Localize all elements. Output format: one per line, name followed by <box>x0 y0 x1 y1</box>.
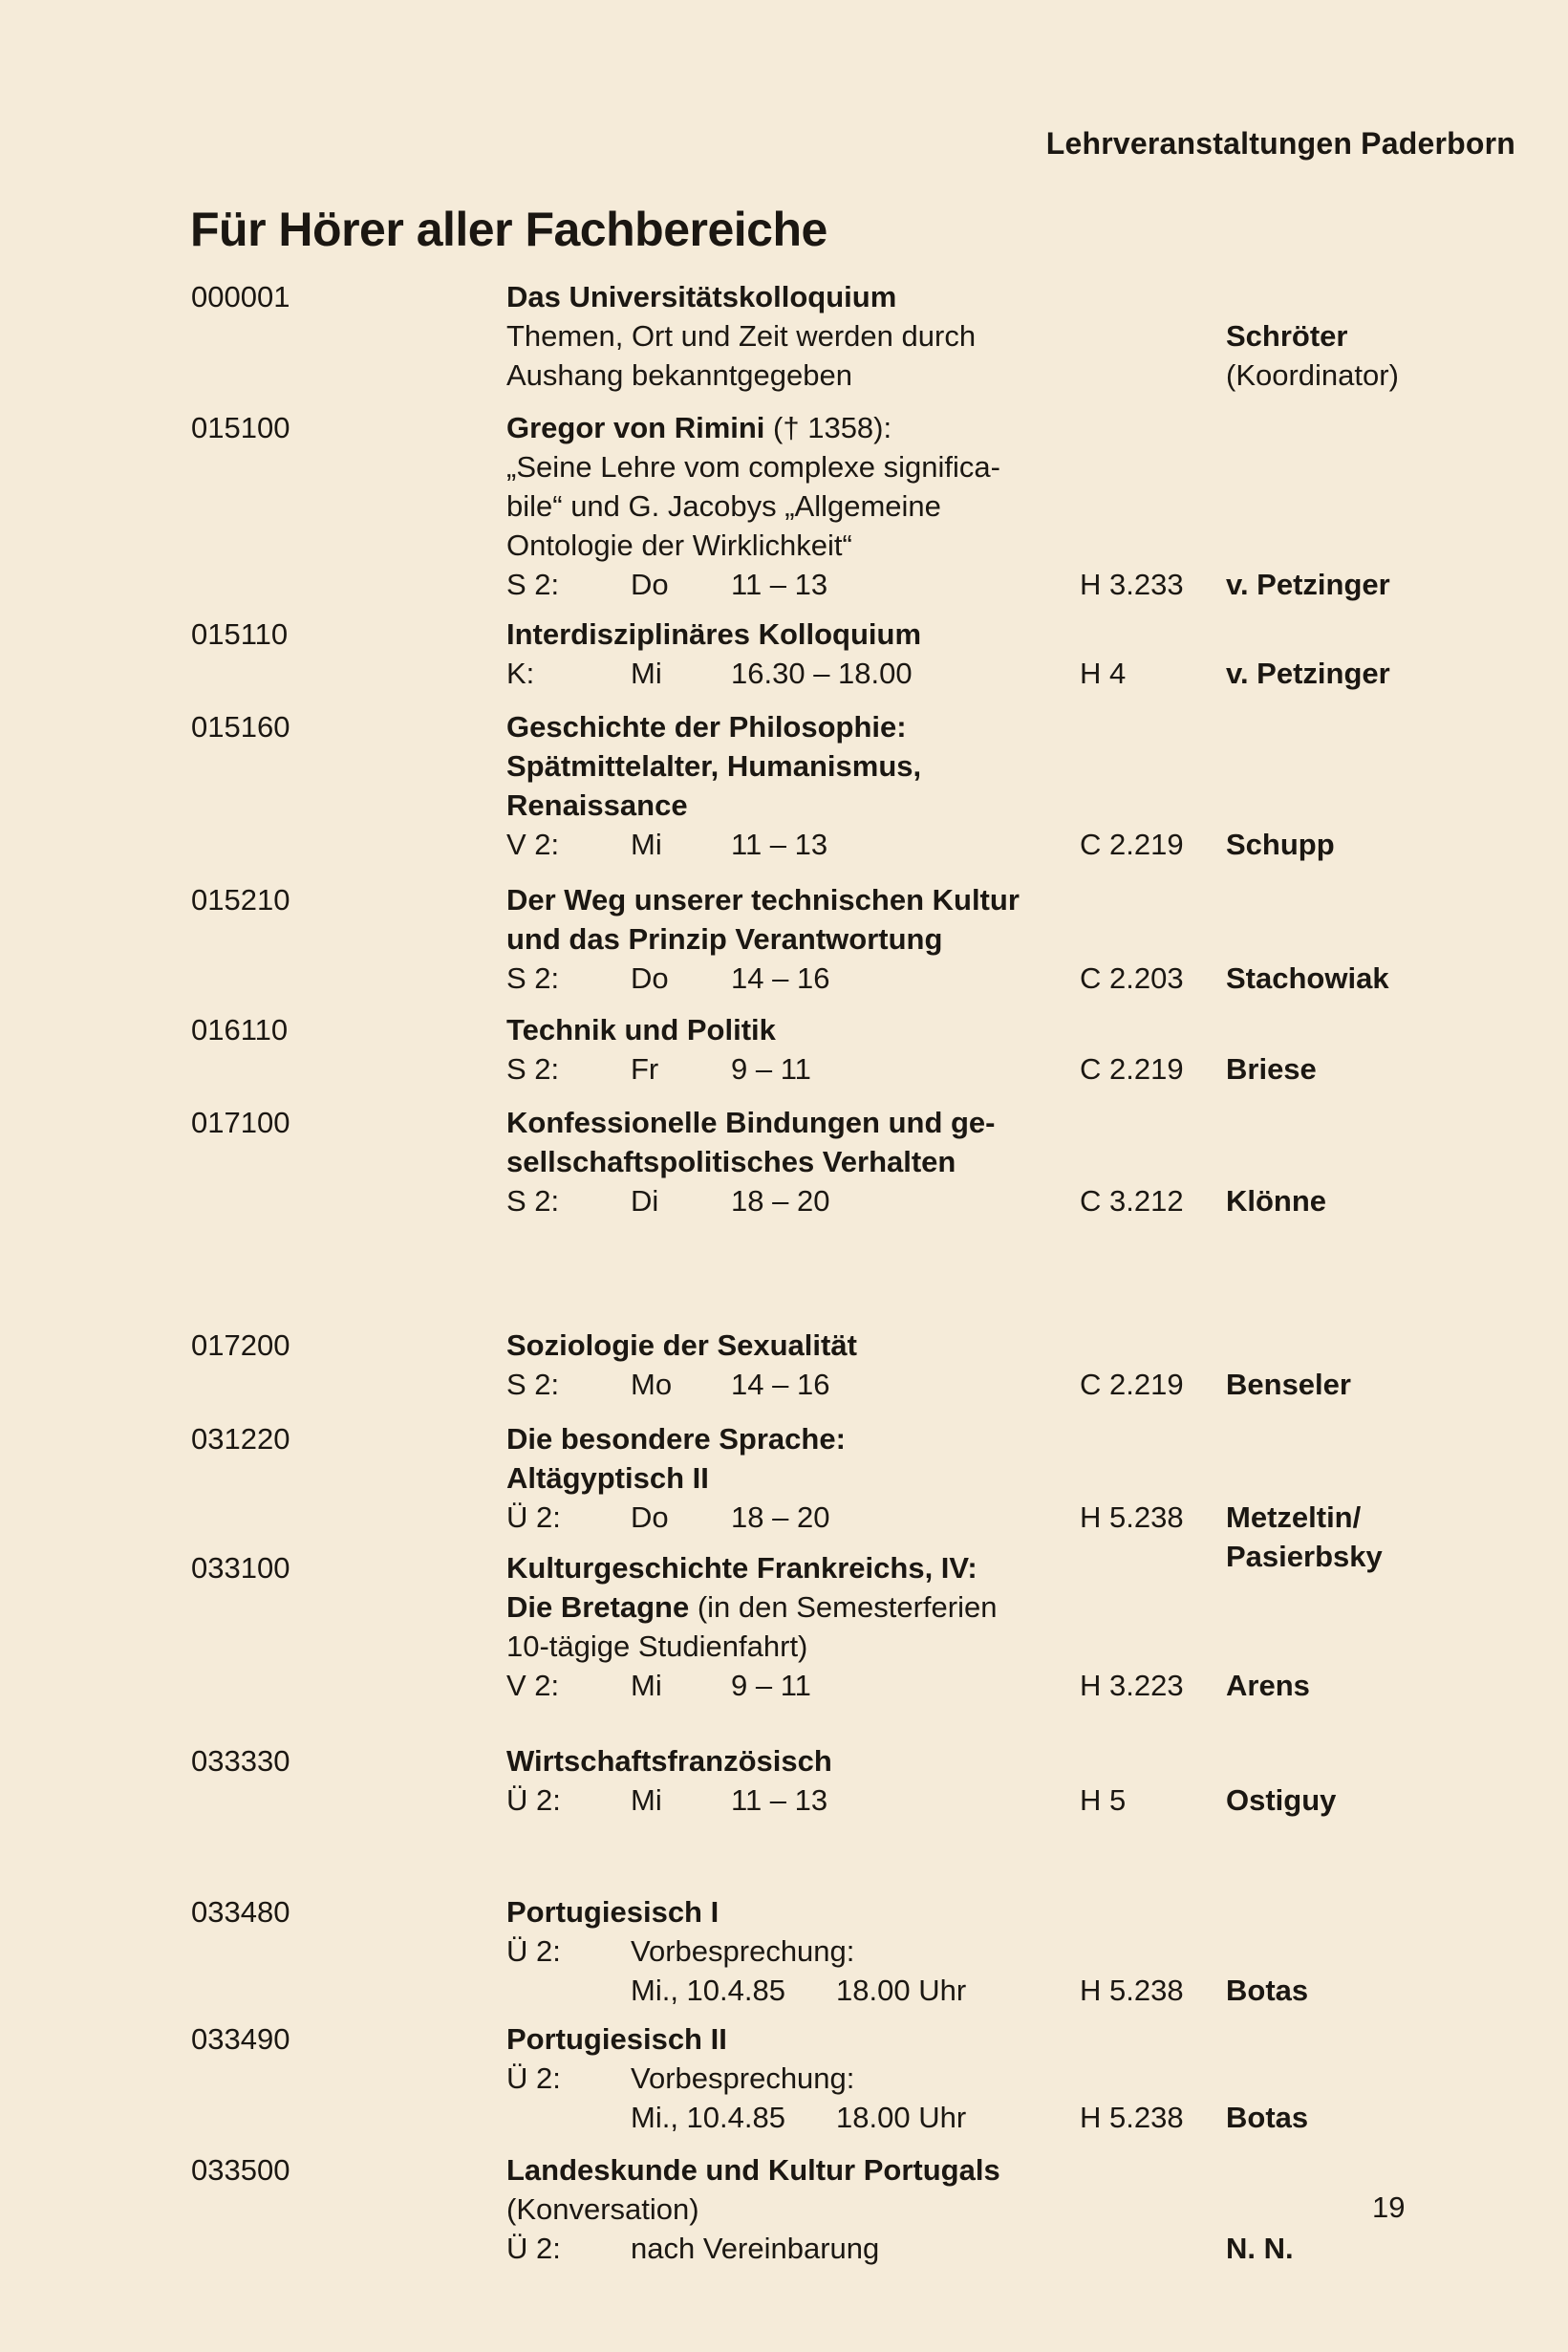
course-title-line <box>506 880 1557 919</box>
course-number: 033490 <box>191 2022 290 2056</box>
course-body <box>506 1741 1557 1820</box>
course-day: Do <box>631 961 669 995</box>
course-title-line <box>506 615 1557 654</box>
room: H 3.233 <box>1080 568 1184 601</box>
course-entry <box>0 1326 1568 1404</box>
course-title-line <box>506 1326 1557 1365</box>
course-day: Do <box>631 1500 669 1534</box>
lecturer-name: N. N. <box>1226 2232 1294 2265</box>
course-title: Landeskunde und Kultur Portugals <box>506 2153 1000 2187</box>
course-title: Renaissance <box>506 788 688 822</box>
course-number: 016110 <box>191 1013 289 1047</box>
schedule-row <box>506 1971 1557 2010</box>
course-title: Soziologie der Sexualität <box>506 1328 857 1362</box>
course-entry <box>0 2019 1568 2137</box>
lecturer-name: Briese <box>1226 1052 1317 1086</box>
course-body <box>506 1103 1557 1220</box>
course-title-line <box>506 2150 1557 2190</box>
room: H 5.238 <box>1080 1500 1184 1534</box>
course-number: 017100 <box>191 1106 290 1139</box>
room: C 2.219 <box>1080 1368 1184 1401</box>
course-number: 033100 <box>191 1551 290 1585</box>
room: H 5.238 <box>1080 1974 1184 2007</box>
course-type: Ü 2: <box>506 1783 561 1817</box>
course-day: Di <box>631 1184 659 1218</box>
schedule-row <box>506 1049 1557 1089</box>
lecturer-name: Stachowiak <box>1226 961 1389 995</box>
course-type: S 2: <box>506 1052 560 1086</box>
course-day: Mi <box>631 657 662 690</box>
course-number: 000001 <box>191 280 290 313</box>
course-entry <box>0 408 1568 604</box>
room: H 3.223 <box>1080 1669 1184 1702</box>
course-body <box>506 408 1557 604</box>
room: C 3.212 <box>1080 1184 1184 1218</box>
schedule-row <box>506 1931 1557 1971</box>
schedule-row <box>506 1365 1557 1404</box>
course-type: S 2: <box>506 568 560 601</box>
course-day: Do <box>631 568 669 601</box>
course-title: Interdisziplinäres Kolloquium <box>506 617 922 651</box>
lecturer-name: Botas <box>1226 1974 1309 2007</box>
schedule-row <box>506 2059 1557 2098</box>
course-time: 18 – 20 <box>731 1500 830 1534</box>
course-day: Mo <box>631 1368 673 1401</box>
course-title: Portugiesisch I <box>506 1895 720 1929</box>
course-type: S 2: <box>506 961 560 995</box>
course-body <box>506 2019 1557 2137</box>
course-title: Geschichte der Philosophie: <box>506 710 907 744</box>
course-text: bile“ und G. Jacobys „Allgemeine <box>506 489 941 523</box>
lecturer-name: v. Petzinger <box>1226 657 1390 690</box>
schedule-row <box>506 1498 1557 1537</box>
meeting-time: 18.00 Uhr <box>836 1974 967 2007</box>
page-number: 19 <box>1372 2190 1406 2224</box>
course-note: Vorbesprechung: <box>631 1934 855 1968</box>
course-title-line <box>506 707 1557 746</box>
course-title-line <box>506 1892 1557 1931</box>
course-number: 017200 <box>191 1328 290 1362</box>
course-title-line <box>506 919 1557 959</box>
course-title-line <box>506 2019 1557 2059</box>
course-entry <box>0 2150 1568 2268</box>
course-text: Aushang bekanntgegeben <box>506 358 852 392</box>
course-title: Die besondere Sprache: <box>506 1422 846 1456</box>
course-title: sellschaftspolitisches Verhalten <box>506 1145 956 1178</box>
course-title-line <box>506 1548 1557 1587</box>
course-title-line <box>506 746 1557 786</box>
meeting-date: Mi., 10.4.85 <box>631 1974 785 2007</box>
course-title-line <box>506 1419 1557 1458</box>
course-day: Mi <box>631 1783 662 1817</box>
course-title: Technik und Politik <box>506 1013 776 1047</box>
course-title-line <box>506 1142 1557 1181</box>
room: H 4 <box>1080 657 1127 690</box>
course-title: Kulturgeschichte Frankreichs, IV: <box>506 1551 977 1585</box>
meeting-time: 18.00 Uhr <box>836 2101 967 2134</box>
lecturer-name: Schröter <box>1226 319 1348 353</box>
running-head: Lehrveranstaltungen Paderborn <box>1045 126 1515 161</box>
course-number: 033330 <box>191 1744 290 1778</box>
course-body <box>506 1548 1557 1705</box>
course-type: Ü 2: <box>506 1934 561 1968</box>
course-time: 9 – 11 <box>731 1669 811 1702</box>
lecturer-name: Botas <box>1226 2101 1309 2134</box>
course-type: S 2: <box>506 1184 560 1218</box>
course-note: nach Vereinbarung <box>631 2232 880 2265</box>
course-title-line <box>506 408 1557 447</box>
course-time: 11 – 13 <box>731 568 828 601</box>
course-entry <box>0 1548 1568 1705</box>
course-title: Konfessionelle Bindungen und ge- <box>506 1106 996 1139</box>
course-time: 16.30 – 18.00 <box>731 657 913 690</box>
course-title: Gregor von Rimini <box>506 411 765 444</box>
course-text: „Seine Lehre vom complexe significa- <box>506 450 1000 484</box>
lecturer-name: Ostiguy <box>1226 1783 1337 1817</box>
schedule-row <box>506 1666 1557 1705</box>
course-title-line <box>506 1587 1557 1627</box>
meeting-date: Mi., 10.4.85 <box>631 2101 785 2134</box>
course-number: 033500 <box>191 2153 290 2187</box>
course-type: Ü 2: <box>506 2232 561 2265</box>
course-title-line <box>506 1103 1557 1142</box>
schedule-row <box>506 825 1557 864</box>
course-text-line <box>506 316 1557 356</box>
course-title-suffix: († 1358): <box>764 411 892 444</box>
lecturer-name: Pasierbsky <box>1226 1540 1383 1573</box>
course-time: 18 – 20 <box>731 1184 830 1218</box>
course-text-line <box>506 486 1557 526</box>
course-number: 031220 <box>191 1422 290 1456</box>
course-body <box>506 615 1557 693</box>
course-number: 015100 <box>191 411 290 444</box>
course-title: Wirtschaftsfranzösisch <box>506 1744 832 1778</box>
schedule-row <box>506 2229 1557 2268</box>
schedule-row <box>506 654 1557 693</box>
course-body <box>506 707 1557 864</box>
room: H 5.238 <box>1080 2101 1184 2134</box>
course-time: 11 – 13 <box>731 1783 828 1817</box>
course-day: Mi <box>631 1669 662 1702</box>
course-type: S 2: <box>506 1368 560 1401</box>
lecturer-name: v. Petzinger <box>1226 568 1390 601</box>
course-body <box>506 880 1557 998</box>
course-number: 015160 <box>191 710 290 744</box>
course-text: Themen, Ort und Zeit werden durch <box>506 319 977 353</box>
course-entry <box>0 707 1568 864</box>
course-title: Portugiesisch II <box>506 2022 727 2056</box>
course-title: Spätmittelalter, Humanismus, <box>506 749 922 783</box>
course-title-line <box>506 277 1557 316</box>
course-entry <box>0 1892 1568 2010</box>
course-type: V 2: <box>506 828 560 861</box>
course-title-line <box>506 1741 1557 1780</box>
course-number: 015210 <box>191 883 290 917</box>
course-day: Fr <box>631 1052 659 1086</box>
course-entry <box>0 880 1568 998</box>
course-entry <box>0 1741 1568 1820</box>
schedule-row <box>506 2098 1557 2137</box>
course-title-line <box>506 786 1557 825</box>
course-text: 10-tägige Studienfahrt) <box>506 1629 808 1663</box>
course-body <box>506 1892 1557 2010</box>
course-title: Die Bretagne <box>506 1590 690 1624</box>
course-title: Altägyptisch II <box>506 1461 709 1495</box>
room: C 2.203 <box>1080 961 1184 995</box>
course-note: Vorbesprechung: <box>631 2061 855 2095</box>
lecturer-name: Benseler <box>1226 1368 1351 1401</box>
course-title: Das Universitätskolloquium <box>506 280 897 313</box>
course-day: Mi <box>631 828 662 861</box>
room: H 5 <box>1080 1783 1127 1817</box>
course-title: Der Weg unserer technischen Kultur <box>506 883 1020 917</box>
course-text: Ontologie der Wirklichkeit“ <box>506 529 852 562</box>
course-text-line <box>506 447 1557 486</box>
course-number: 015110 <box>191 617 289 651</box>
course-entry <box>0 615 1568 693</box>
course-body <box>506 1326 1557 1404</box>
course-time: 11 – 13 <box>731 828 828 861</box>
lecturer-name: Metzeltin/ <box>1226 1500 1362 1534</box>
schedule-row <box>506 565 1557 604</box>
course-body <box>506 1010 1557 1089</box>
course-number: 033480 <box>191 1895 290 1929</box>
course-title-line <box>506 1458 1557 1498</box>
lecturer-name: Arens <box>1226 1669 1310 1702</box>
lecturer-note: (Koordinator) <box>1226 358 1399 392</box>
course-title-line <box>506 1010 1557 1049</box>
lecturer-name: Schupp <box>1226 828 1335 861</box>
schedule-row <box>506 1181 1557 1220</box>
course-title-suffix: (in den Semesterferien <box>689 1590 998 1624</box>
course-text: (Konversation) <box>506 2192 699 2226</box>
schedule-row <box>506 959 1557 998</box>
course-entry <box>0 1010 1568 1089</box>
course-title: und das Prinzip Verantwortung <box>506 922 943 956</box>
room: C 2.219 <box>1080 828 1184 861</box>
section-title: Für Hörer aller Fachbereiche <box>190 203 827 256</box>
course-body <box>506 277 1557 395</box>
course-entry <box>0 1103 1568 1220</box>
course-entry <box>0 277 1568 395</box>
course-text-line <box>506 1627 1557 1666</box>
course-type: Ü 2: <box>506 1500 561 1534</box>
course-type: K: <box>506 657 535 690</box>
course-text-line <box>506 526 1557 565</box>
course-time: 14 – 16 <box>731 1368 830 1401</box>
course-type: Ü 2: <box>506 2061 561 2095</box>
course-text-line <box>506 356 1557 395</box>
room: C 2.219 <box>1080 1052 1184 1086</box>
lecturer-name: Klönne <box>1226 1184 1327 1218</box>
course-type: V 2: <box>506 1669 560 1702</box>
course-time: 9 – 11 <box>731 1052 811 1086</box>
schedule-row <box>506 1780 1557 1820</box>
course-time: 14 – 16 <box>731 961 830 995</box>
